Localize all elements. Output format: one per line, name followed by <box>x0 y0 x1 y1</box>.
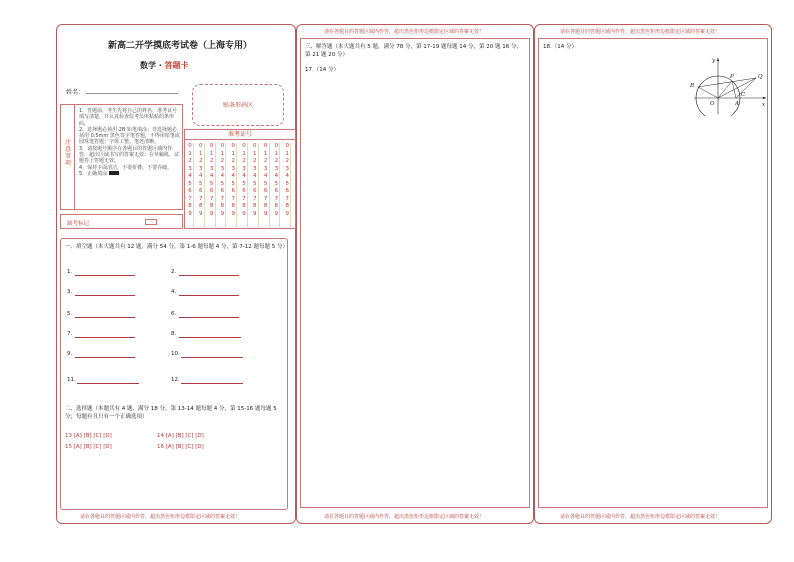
ticket-digit-column[interactable] <box>263 143 270 227</box>
ticket-digit[interactable]: 3 <box>220 165 225 172</box>
ticket-digit[interactable]: 6 <box>199 188 203 194</box>
unit-circle-diagram <box>680 54 768 116</box>
barcode-area <box>192 84 284 126</box>
ticket-digit[interactable]: 7 <box>199 195 203 202</box>
ticket-digit[interactable]: 6 <box>209 188 214 194</box>
ticket-digit[interactable]: 6 <box>242 188 246 194</box>
ticket-digit[interactable]: 5 <box>274 180 279 187</box>
ticket-digit[interactable]: 0 <box>274 143 279 149</box>
blank-10-field[interactable] <box>181 357 243 358</box>
ticket-digit[interactable]: 9 <box>199 210 203 217</box>
ticket-digit[interactable]: 0 <box>242 143 246 149</box>
ticket-digit-column[interactable] <box>187 143 194 227</box>
name-label: 姓名： <box>66 89 85 96</box>
ticket-digit[interactable]: 8 <box>231 203 235 209</box>
ticket-digit[interactable]: 5 <box>220 180 225 187</box>
ticket-digit[interactable]: 9 <box>263 210 268 217</box>
ticket-digit[interactable]: 1 <box>253 150 257 157</box>
ticket-digit[interactable]: 4 <box>242 173 246 179</box>
ticket-digit[interactable]: 6 <box>263 188 268 194</box>
ticket-digit[interactable]: 3 <box>209 165 214 172</box>
ticket-digit[interactable]: 3 <box>188 165 192 172</box>
blank-label: 1. <box>67 269 73 275</box>
ticket-digit[interactable]: 7 <box>242 195 246 202</box>
section3-box <box>300 38 530 508</box>
blank-2-field[interactable] <box>179 275 239 276</box>
question-17-label: 17.（14 分） <box>305 67 339 73</box>
blank-11-field[interactable] <box>77 383 139 384</box>
choice-row-15[interactable]: 15 [A] [B] [C] [D] <box>65 444 112 450</box>
ticket-digit[interactable]: 5 <box>231 180 235 187</box>
ticket-digit[interactable]: 7 <box>231 195 235 202</box>
blank-4-field[interactable] <box>179 295 239 296</box>
label-y: y <box>712 58 716 64</box>
ticket-digit[interactable]: 4 <box>209 173 214 179</box>
ticket-digit[interactable]: 4 <box>274 173 279 179</box>
ticket-digit[interactable]: 3 <box>263 165 268 172</box>
notes-heading <box>61 105 75 209</box>
ticket-digit[interactable]: 1 <box>209 150 214 157</box>
ticket-digit[interactable]: 8 <box>253 203 257 209</box>
blank-8-field[interactable] <box>179 337 241 338</box>
ticket-digit[interactable]: 4 <box>199 173 203 179</box>
subtitle-dot: · <box>158 61 162 70</box>
segment-ob <box>698 87 718 98</box>
blank-label: 3. <box>67 289 73 295</box>
ticket-digit[interactable]: 3 <box>253 165 257 172</box>
ticket-digit[interactable]: 9 <box>274 210 279 217</box>
ticket-digit[interactable]: 4 <box>188 173 192 179</box>
ticket-digit[interactable]: 7 <box>253 195 257 202</box>
ticket-digit[interactable]: 1 <box>285 150 289 157</box>
label-o: O <box>710 101 715 107</box>
right-panel-notice-top: 请在各题目的答题区域内作答，超出黑色矩形边框限定区域的答案无效！ <box>560 29 721 35</box>
blank-5-field[interactable] <box>75 317 135 318</box>
ticket-digit[interactable]: 5 <box>253 180 257 187</box>
ticket-digit[interactable]: 2 <box>285 158 289 164</box>
page-subtitle <box>140 60 189 71</box>
ticket-digit[interactable]: 1 <box>220 150 225 157</box>
name-field[interactable] <box>86 93 178 94</box>
ticket-digit[interactable]: 1 <box>188 150 192 157</box>
ticket-digit[interactable]: 9 <box>231 210 235 217</box>
ticket-digit[interactable]: 0 <box>188 143 192 149</box>
subtitle-subject: 数学 <box>140 61 156 70</box>
ticket-digit[interactable]: 9 <box>209 210 214 217</box>
ticket-digit[interactable]: 6 <box>274 188 279 194</box>
ticket-digit[interactable]: 5 <box>199 180 203 187</box>
ticket-digit[interactable]: 7 <box>263 195 268 202</box>
ticket-digit[interactable]: 1 <box>242 150 246 157</box>
ticket-digit[interactable]: 9 <box>220 210 225 217</box>
ticket-digit[interactable]: 0 <box>220 143 225 149</box>
label-p: P <box>730 74 734 80</box>
absent-label: 缺考标记 <box>67 221 90 227</box>
ticket-digit[interactable]: 2 <box>274 158 279 164</box>
ticket-digit[interactable]: 8 <box>285 203 289 209</box>
left-panel-notice: 请在各题目的答题区域内作答，超出黑色矩形边框限定区域的答案无效！ <box>80 514 241 520</box>
ticket-number-box <box>184 129 296 229</box>
note-item: 5．正确填涂 <box>79 170 108 177</box>
ticket-digit[interactable]: 1 <box>231 150 235 157</box>
ticket-digit-column[interactable] <box>273 143 280 227</box>
ticket-digit-column[interactable] <box>252 143 259 227</box>
ticket-digit[interactable]: 8 <box>209 203 214 209</box>
ticket-digit[interactable]: 2 <box>253 158 257 164</box>
label-q: Q <box>758 74 763 80</box>
ticket-digit[interactable]: 7 <box>220 195 225 202</box>
ticket-digit[interactable]: 7 <box>209 195 214 202</box>
ticket-digit[interactable]: 6 <box>253 188 257 194</box>
ticket-digit[interactable]: 5 <box>242 180 246 187</box>
ticket-digit[interactable]: 0 <box>231 143 235 149</box>
ticket-digit[interactable]: 1 <box>263 150 268 157</box>
section3-heading: 三、解答题（本大题共有 5 题，满分 78 分，第 17-19 题每题 14 分，第 20 题 16 分，第 21 题 20 分） <box>305 44 522 58</box>
ticket-digit-column[interactable] <box>284 143 291 227</box>
ticket-digit[interactable]: 5 <box>263 180 268 187</box>
ticket-digit[interactable]: 8 <box>220 203 225 209</box>
ticket-digit[interactable]: 6 <box>285 188 289 194</box>
page-title: 新高二开学摸底考试卷（上海专用） <box>107 41 252 51</box>
ticket-digit[interactable]: 2 <box>242 158 246 164</box>
ticket-digit-column[interactable] <box>198 143 205 227</box>
ticket-digit[interactable]: 6 <box>220 188 225 194</box>
ticket-digit[interactable]: 1 <box>274 150 279 157</box>
x-axis-arrow-icon <box>763 97 766 99</box>
ticket-digit[interactable]: 2 <box>220 158 225 164</box>
ticket-digit[interactable]: 3 <box>242 165 246 172</box>
ticket-digit[interactable]: 7 <box>285 195 289 202</box>
ticket-columns <box>187 143 295 217</box>
note-item: 4．保持卡面清洁，不要折叠、不要弄破。 <box>79 164 173 171</box>
ticket-digit[interactable]: 4 <box>263 173 268 179</box>
ticket-digit-column[interactable] <box>219 143 226 227</box>
ticket-digit[interactable]: 9 <box>242 210 246 217</box>
ticket-digit-column[interactable] <box>209 143 216 227</box>
ticket-digit[interactable]: 2 <box>188 158 192 164</box>
blank-label: 5. <box>67 311 73 317</box>
label-b: B <box>690 83 695 89</box>
ticket-digit[interactable]: 7 <box>188 195 192 202</box>
ticket-digit[interactable]: 5 <box>209 180 214 187</box>
label-a: A <box>735 101 739 107</box>
blank-12-field[interactable] <box>181 383 243 384</box>
section2-heading: 二、选择题（本题共有 4 题，满分 18 分，第 13-14 题每题 4 分，第 15-16 题每题 5 分；每题有且只有一个正确选项） <box>65 406 277 420</box>
blank-6-field[interactable] <box>179 317 239 318</box>
ticket-digit[interactable]: 4 <box>253 173 257 179</box>
blank-label: 11. <box>67 377 76 383</box>
ticket-digit[interactable]: 2 <box>199 158 203 164</box>
right-panel-notice-bottom: 请在各题目的答题区域内作答，超出黑色矩形边框限定区域的答案无效！ <box>560 514 721 520</box>
note-item-fill-example <box>79 171 181 177</box>
ticket-digit[interactable]: 4 <box>285 173 289 179</box>
ticket-digit[interactable]: 8 <box>199 203 203 209</box>
ticket-heading: 准考证号 <box>185 130 295 140</box>
blank-label: 9. <box>67 351 73 357</box>
blank-label: 12. <box>171 377 180 383</box>
choice-row-14[interactable]: 14 [A] [B] [C] [D] <box>157 433 204 439</box>
ticket-digit[interactable]: 9 <box>253 210 257 217</box>
notes-box <box>60 104 183 210</box>
blank-label: 7. <box>67 331 73 337</box>
absent-checkbox[interactable] <box>145 219 157 225</box>
blank-label: 8. <box>171 331 177 337</box>
note-item: 2．选择题必须用 2B 铅笔填涂；非选择题必须用 0.5mm 黑色签字笔答题，不得用铅笔或圆珠笔答题；字体工整、笔迹清晰。 <box>79 126 180 146</box>
ticket-digit[interactable]: 7 <box>274 195 279 202</box>
blank-1-field[interactable] <box>75 275 135 276</box>
question-18-label: 18.（14 分） <box>543 44 577 50</box>
middle-panel-notice-bottom: 请在各题目的答题区域内作答，超出黑色矩形边框限定区域的答案无效！ <box>324 514 485 520</box>
middle-panel-notice-top: 请在各题目的答题区域内作答，超出黑色矩形边框限定区域的答案无效！ <box>324 29 485 35</box>
ticket-digit[interactable]: 6 <box>231 188 235 194</box>
ticket-digit[interactable]: 5 <box>188 180 192 187</box>
barcode-label: 贴条形码区 <box>222 102 253 109</box>
blank-label: 10. <box>171 351 180 357</box>
ticket-digit[interactable]: 3 <box>285 165 289 172</box>
ticket-digit-column[interactable] <box>241 143 248 227</box>
ticket-digit[interactable]: 2 <box>231 158 235 164</box>
ticket-digit[interactable]: 2 <box>209 158 214 164</box>
ticket-digit[interactable]: 0 <box>209 143 214 149</box>
ticket-digit[interactable]: 8 <box>263 203 268 209</box>
ticket-digit[interactable]: 2 <box>263 158 268 164</box>
choice-row-13[interactable]: 13 [A] [B] [C] [D] <box>65 433 112 439</box>
note-item: 3．请按题号顺序在各题目的答题区域内作答，超出区域书写的答案无效；在草稿纸、试题卷上答题无效。 <box>79 145 180 165</box>
note-item: 1．答题前，考生先将自己的姓名，准考证号填写清楚，并认真检查监考员所粘贴的条形码。 <box>79 108 178 127</box>
ticket-digit[interactable]: 3 <box>231 165 235 172</box>
ticket-digit[interactable]: 4 <box>220 173 225 179</box>
blank-9-field[interactable] <box>75 357 135 358</box>
ticket-digit[interactable]: 3 <box>199 165 203 172</box>
section1-heading: 一、填空题（本大题共有 12 题，满分 54 分，第 1-6 题每题 4 分，第 7-12 题每题 5 分） <box>65 244 288 250</box>
ticket-digit[interactable]: 8 <box>188 203 192 209</box>
ticket-digit[interactable]: 4 <box>231 173 235 179</box>
blank-3-field[interactable] <box>75 295 135 296</box>
segment-qa <box>736 78 756 98</box>
ticket-digit[interactable]: 0 <box>285 143 289 149</box>
segment-pa <box>732 81 736 98</box>
notes-heading-text: 注意事项 <box>64 139 71 167</box>
ticket-digit[interactable]: 9 <box>285 210 289 217</box>
section-fill-choice <box>60 238 288 510</box>
blank-label: 2. <box>171 269 177 275</box>
ticket-digit[interactable]: 6 <box>188 188 192 194</box>
subtitle-accent: 答题卡 <box>164 61 189 70</box>
choice-row-16[interactable]: 16 [A] [B] [C] [D] <box>157 444 204 450</box>
ticket-digit[interactable]: 9 <box>188 210 192 217</box>
ticket-digit[interactable]: 0 <box>263 143 268 149</box>
blank-label: 4. <box>171 289 177 295</box>
label-x: x <box>762 102 766 108</box>
ticket-digit[interactable]: 0 <box>253 143 257 149</box>
ticket-digit[interactable]: 8 <box>242 203 246 209</box>
blank-7-field[interactable] <box>75 337 135 338</box>
ticket-digit[interactable]: 8 <box>274 203 279 209</box>
y-axis-arrow-icon <box>717 58 719 61</box>
ticket-digit[interactable]: 1 <box>199 150 203 157</box>
ticket-digit-column[interactable] <box>230 143 237 227</box>
ticket-digit[interactable]: 3 <box>274 165 279 172</box>
label-c: C <box>741 92 746 98</box>
ticket-digit[interactable]: 0 <box>199 143 203 149</box>
blank-label: 6. <box>171 311 177 317</box>
ticket-digit[interactable]: 5 <box>285 180 289 187</box>
notes-list <box>79 108 181 177</box>
fill-mark-icon <box>109 171 119 175</box>
absent-row <box>60 214 183 229</box>
